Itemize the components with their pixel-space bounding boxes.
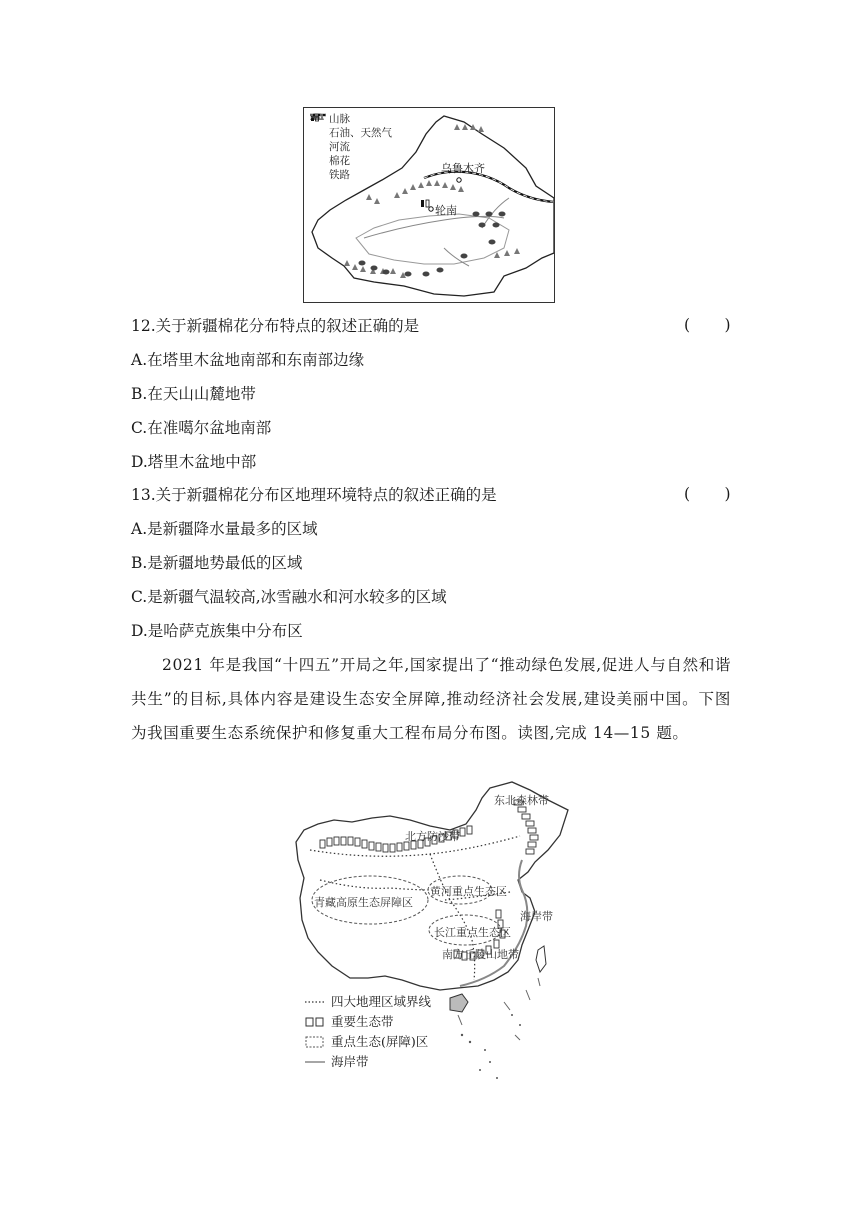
coast-line-icon <box>305 1059 327 1065</box>
legend-label: 棉花 <box>329 155 350 167</box>
legend-row <box>305 1012 431 1032</box>
legend-label: 石油、天然气 <box>329 127 392 139</box>
question-13-stem: 13.关于新疆棉花分布区地理环境特点的叙述正确的是 <box>131 486 497 504</box>
legend-row <box>305 992 431 1012</box>
question-12-option-a: A.在塔里木盆地南部和东南部边缘 <box>131 351 365 369</box>
legend-row <box>310 154 392 168</box>
label-northeast-forest: 东北森林带 <box>494 794 549 807</box>
legend-row <box>310 140 392 154</box>
question-12-stem: 12.关于新疆棉花分布特点的叙述正确的是 <box>131 317 420 335</box>
legend-label: 河流 <box>329 141 350 153</box>
question-13-option-c: C.是新疆气温较高,冰雪融水和河水较多的区域 <box>131 588 447 606</box>
label-qinghai-tibet: 青藏高原生态屏障区 <box>314 896 413 909</box>
passage-paragraph: 2021 年是我国“十四五”开局之年,国家提出了“推动绿色发展,促进人与自然和谐共生”的目标,具体内容是建设生态安全屏障,推动经济社会发展,建设美丽中国。下图为我国重要生态系统保护和修复重大工程布局分布图。读图,完成 14—15 题。 <box>131 656 731 742</box>
legend-label: 铁路 <box>329 169 350 181</box>
answer-paren-12[interactable]: ( ) <box>684 316 731 334</box>
label-yangtze: 长江重点生态区 <box>434 926 511 939</box>
question-12-option-b: B.在天山山麓地带 <box>131 385 256 403</box>
xinjiang-map <box>303 107 555 303</box>
legend-row <box>305 1032 431 1052</box>
question-12-option-c: C.在准噶尔盆地南部 <box>131 419 272 437</box>
city-label-luntai: 轮南 <box>435 204 457 217</box>
xinjiang-legend <box>310 112 392 182</box>
legend-row <box>310 168 392 182</box>
legend-label: 重点生态(屏障)区 <box>331 1034 429 1049</box>
cotton-markers <box>359 212 506 277</box>
legend-label: 四大地理区域界线 <box>331 994 432 1009</box>
question-13-option-d: D.是哈萨克族集中分布区 <box>131 622 303 640</box>
label-coast: 海岸带 <box>520 910 553 923</box>
question-13-option-b: B.是新疆地势最低的区域 <box>131 554 303 572</box>
answer-paren-13[interactable]: ( ) <box>684 485 731 503</box>
china-map-legend <box>305 992 431 1072</box>
key-zone-icon <box>305 1036 327 1048</box>
dotted-line-icon <box>305 999 327 1005</box>
question-12-option-d: D.塔里木盆地中部 <box>131 453 257 471</box>
eco-belt-icon <box>305 1017 327 1027</box>
legend-label: 重要生态带 <box>331 1014 394 1029</box>
legend-row <box>305 1052 431 1072</box>
question-13-option-a: A.是新疆降水量最多的区域 <box>131 520 318 538</box>
legend-row <box>310 126 392 140</box>
legend-label: 海岸带 <box>331 1054 369 1069</box>
legend-label: 山脉 <box>329 113 350 125</box>
label-yellow-river: 黄河重点生态区 <box>430 885 507 898</box>
label-north-sand: 北方防沙带 <box>405 830 460 843</box>
city-label-urumqi: 乌鲁木齐 <box>441 162 485 175</box>
label-south-hills: 南方丘陵山地带 <box>442 948 519 961</box>
